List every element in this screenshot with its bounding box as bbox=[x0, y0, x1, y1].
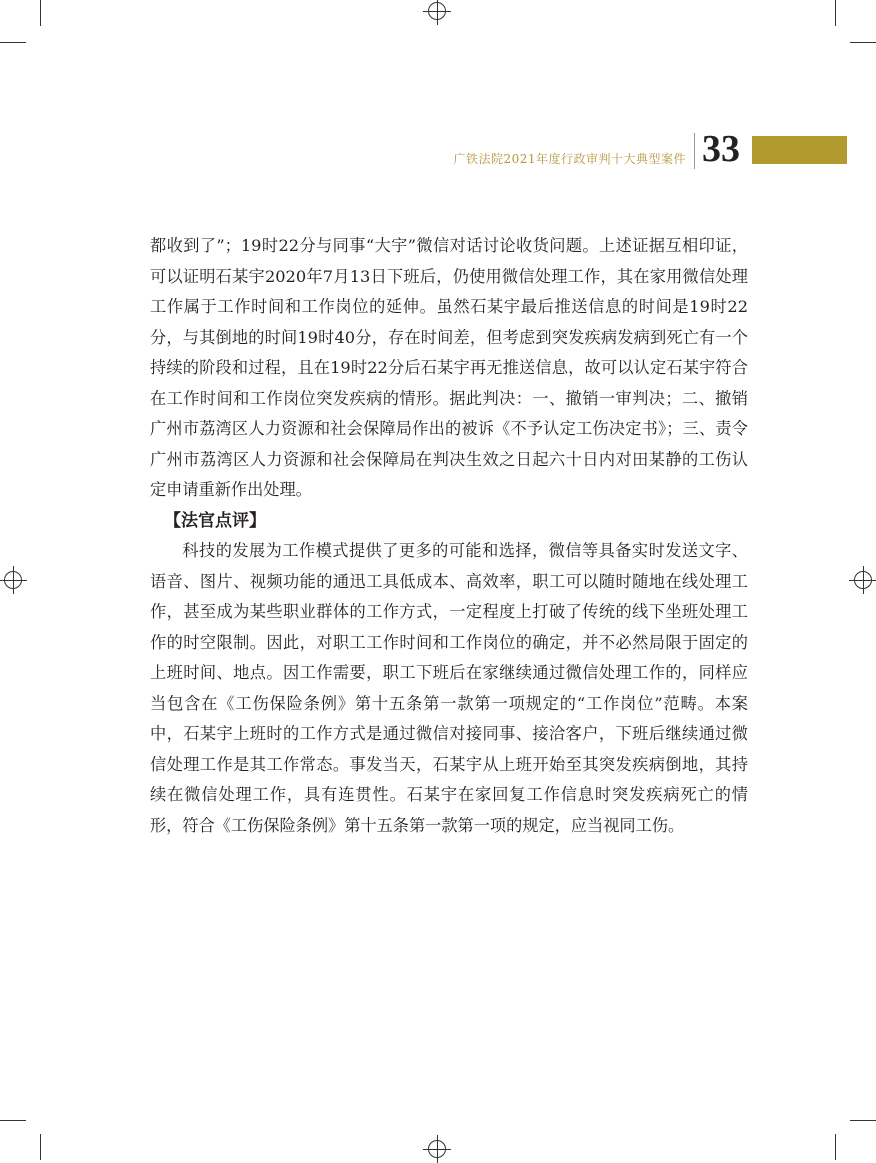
crop-mark bbox=[0, 42, 26, 43]
paragraph-judge-comment: 科技的发展为工作模式提供了更多的可能和选择，微信等具备实时发送文字、语音、图片、视频功能的通迅工具低成本、高效率，职工可以随时随地在线处理工作，甚至成为某些职业群体的工作方式，一定程度上打破了传统的线下坐班处理工作的时空限制。因此，对职工工作时间和工作岗位的确定，并不必然局限于固定的上班时间、地点。因工作需要，职工下班后在家继续通过微信处理工作的，同样应当包含在《工伤保险条例》第十五条第一款第一项规定的“工作岗位”范畴。本案中，石某宇上班时的工作方式是通过微信对接同事、接洽客户，下班后继续通过微信处理工作是其工作常态。事发当天，石某宇从上班开始至其突发疾病倒地，其持续在微信处理工作，具有连贯性。石某宇在家回复工作信息时突发疾病死亡的情形，符合《工伤保险条例》第十五条第一款第一项的规定，应当视同工伤。 bbox=[150, 541, 748, 835]
running-header-title: 广铁法院2021年度行政审判十大典型案件 bbox=[453, 152, 686, 166]
body-text bbox=[150, 231, 748, 841]
crop-mark bbox=[40, 0, 41, 26]
section-title: 【法官点评】 bbox=[164, 510, 266, 531]
page-number: 33 bbox=[702, 128, 740, 170]
crop-mark bbox=[835, 0, 836, 26]
header-accent-bar bbox=[752, 136, 847, 164]
crop-mark bbox=[40, 1134, 41, 1160]
registration-mark-icon bbox=[428, 1140, 446, 1158]
crop-mark bbox=[850, 1120, 876, 1121]
registration-mark-icon bbox=[854, 571, 872, 589]
header-divider bbox=[694, 133, 695, 169]
registration-mark-icon bbox=[428, 2, 446, 20]
crop-mark bbox=[0, 1120, 26, 1121]
crop-mark bbox=[835, 1134, 836, 1160]
crop-mark bbox=[850, 42, 876, 43]
registration-mark-icon bbox=[4, 571, 22, 589]
paragraph-judgment: 都收到了”；19时22分与同事“大宇”微信对话讨论收货问题。上述证据互相印证，可以证明石某宇2020年7月13日下班后，仍使用微信处理工作，其在家用微信处理工作属于工作时间和工作岗位的延伸。虽然石某宇最后推送信息的时间是19时22分，与其倒地的时间19时40分，存在时间差，但考虑到突发疾病发病到死亡有一个持续的阶段和过程，且在19时22分后石某宇再无推送信息，故可以认定石某宇符合在工作时间和工作岗位突发疾病的情形。据此判决：一、撤销一审判决；二、撤销广州市荔湾区人力资源和社会保障局作出的被诉《不予认定工伤决定书》；三、责令广州市荔湾区人力资源和社会保障局在判决生效之日起六十日内对田某静的工伤认定申请重新作出处理。 bbox=[150, 236, 748, 499]
